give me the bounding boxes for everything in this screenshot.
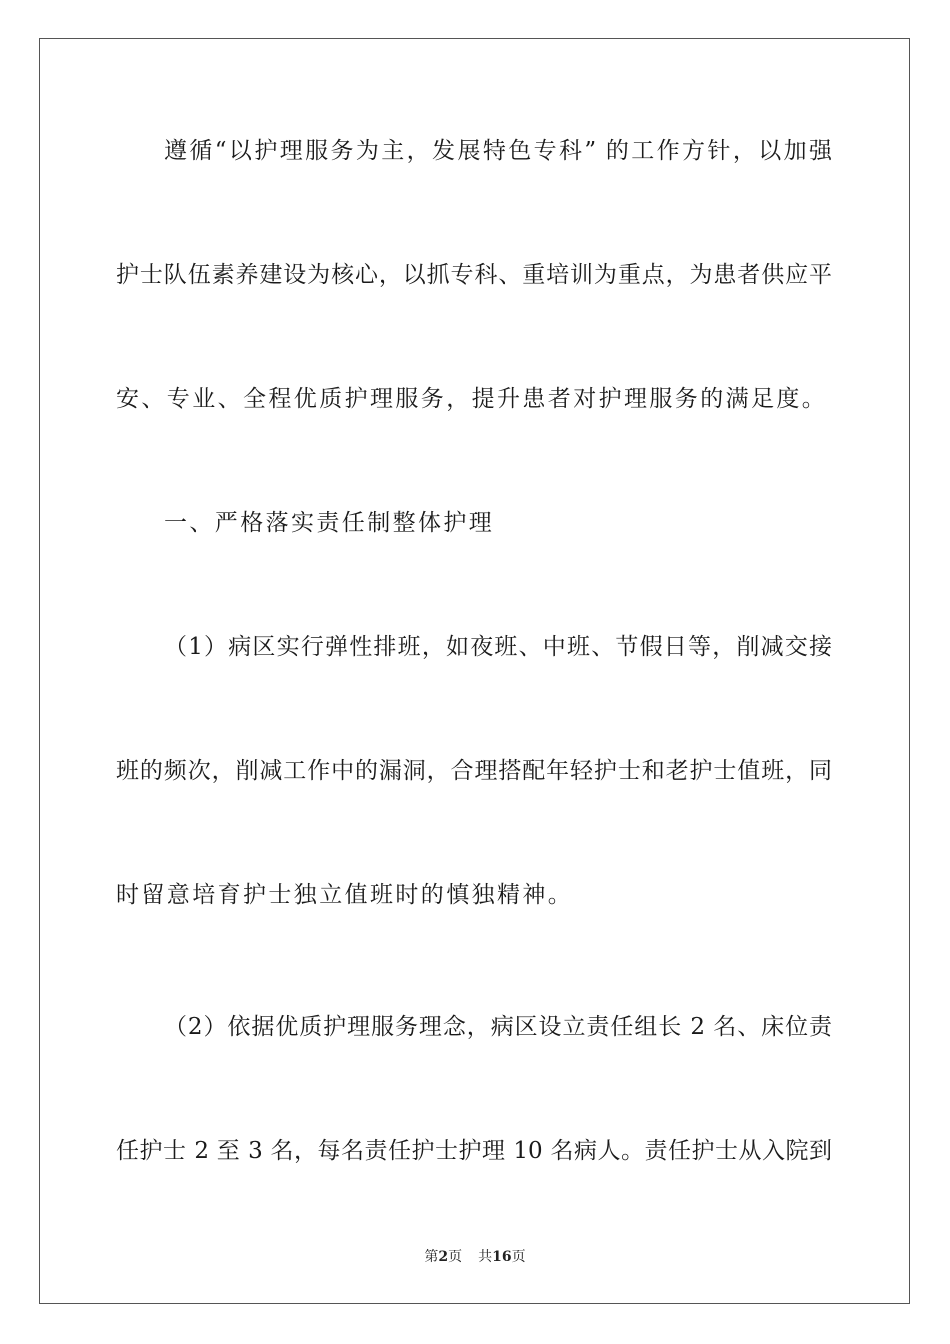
page-number: 2 [438, 1249, 449, 1265]
page-suffix: 页 [448, 1249, 463, 1265]
paragraph-line: 时留意培育护士独立值班时的慎独精神。 [116, 882, 574, 908]
page-footer [0, 1246, 950, 1266]
page-prefix: 第 [424, 1249, 439, 1265]
paragraph-line: （2）依据优质护理服务理念，病区设立责任组长 2 名、床位责 [164, 1014, 832, 1040]
paragraph-line: 班的频次，削减工作中的漏洞，合理搭配年轻护士和老护士值班，同 [116, 758, 832, 784]
total-pages: 16 [492, 1249, 512, 1265]
section-heading: 一、严格落实责任制整体护理 [164, 510, 495, 536]
paragraph-line: 安、专业、全程优质护理服务，提升患者对护理服务的满足度。 [116, 386, 828, 412]
paragraph-line: 任护士 2 至 3 名，每名责任护士护理 10 名病人。责任护士从入院到 [116, 1138, 832, 1164]
paragraph-line: （1）病区实行弹性排班，如夜班、中班、节假日等，削减交接 [164, 634, 832, 660]
page-border [39, 38, 910, 1304]
paragraph-line: 护士队伍素养建设为核心，以抓专科、重培训为重点，为患者供应平 [116, 262, 832, 288]
paragraph-line: 遵循“以护理服务为主，发展特色专科” 的工作方针，以加强 [164, 138, 832, 164]
total-suffix: 页 [511, 1249, 526, 1265]
total-prefix: 共 [478, 1249, 493, 1265]
